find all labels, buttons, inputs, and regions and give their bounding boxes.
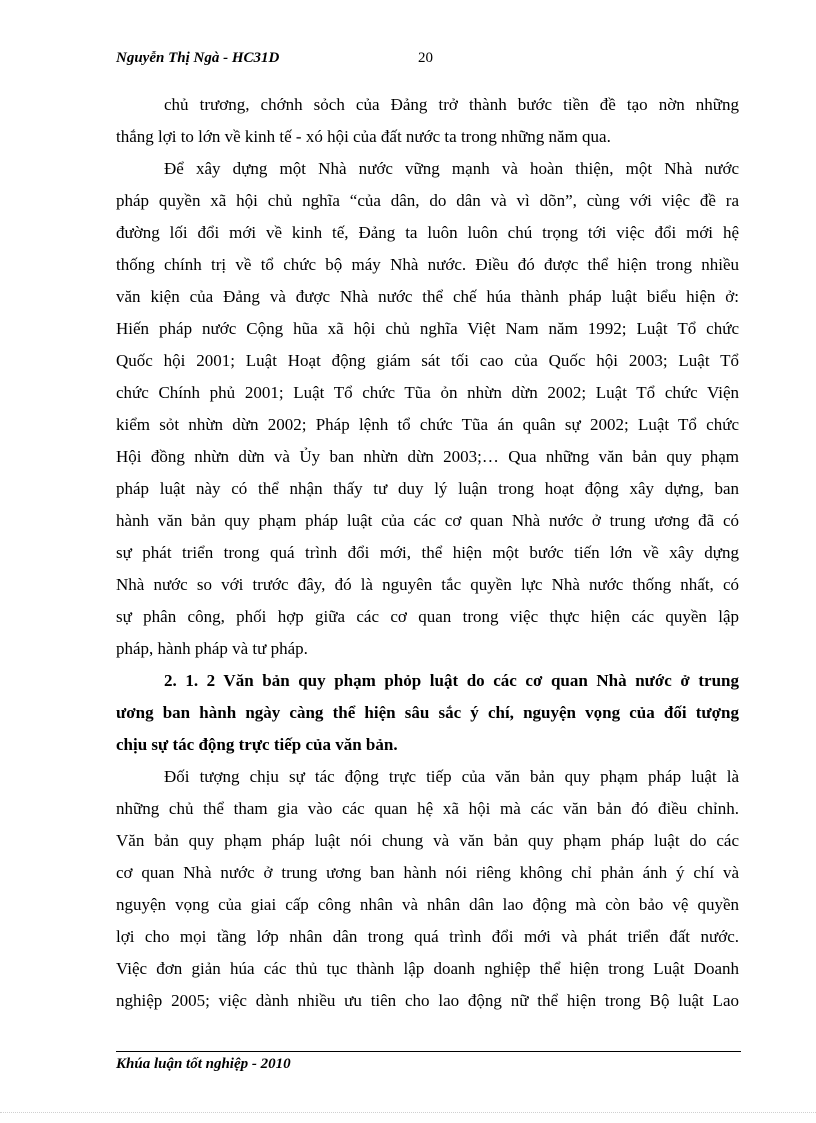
body-line: lợi cho mọi tầng lớp nhân dân trong quá trình đổi mới và phát triển đất nước. [116,927,739,946]
section-heading: 2. 1. 2 Văn bản quy phạm phỏp luật do các cơ quan Nhà nước ở trung [164,671,739,690]
footer-text: Khúa luận tốt nghiệp - 2010 [116,1056,291,1072]
body-line: pháp quyền xã hội chủ nghĩa “của dân, do dân và vì dõn”, cùng với việc đề ra [116,191,739,210]
body-line: Quốc hội 2001; Luật Hoạt động giám sát tối cao của Quốc hội 2003; Luật Tổ [116,351,739,370]
page-edge-divider [0,1112,816,1113]
page-number: 20 [418,50,433,66]
body-line: kiểm sỏt nhừn dừn 2002; Pháp lệnh tổ chức Tũa án quân sự 2002; Luật Tổ chức [116,415,739,434]
body-line: chức Chính phủ 2001; Luật Tổ chức Tũa ỏn nhừn dừn 2002; Luật Tổ chức Viện [116,383,739,402]
section-heading: chịu sự tác động trực tiếp của văn bản. [116,735,398,754]
section-heading: ương ban hành ngày càng thể hiện sâu sắc ý chí, nguyện vọng của đối tượng [116,703,739,722]
body-line: pháp luật này có thể nhận thấy tư duy lý luận trong hoạt động xây dựng, ban [116,479,739,498]
body-line: nghiệp 2005; việc dành nhiều ưu tiên cho lao động nữ thể hiện trong Bộ luật Lao [116,991,739,1010]
body-line: đường lối đổi mới về kinh tế, Đảng ta luôn luôn chú trọng tới việc đổi mới hệ [116,223,739,242]
body-line: thống chính trị về tổ chức bộ máy Nhà nước. Điều đó được thể hiện trong nhiều [116,255,739,274]
body-line: thắng lợi to lớn về kinh tế - xó hội của đất nước ta trong những năm qua. [116,127,611,146]
body-line: Đối tượng chịu sự tác động trực tiếp của văn bản quy phạm pháp luật là [164,767,739,786]
body-line: Nhà nước so với trước đây, đó là nguyên tắc quyền lực Nhà nước thống nhất, có [116,575,739,594]
body-line: Văn bản quy phạm pháp luật nói chung và văn bản quy phạm pháp luật do các [116,831,739,850]
body-line: Hiến pháp nước Cộng hũa xã hội chủ nghĩa Việt Nam năm 1992; Luật Tổ chức [116,319,739,338]
body-line: pháp, hành pháp và tư pháp. [116,639,308,658]
body-line: chủ trương, chớnh sỏch của Đảng trở thành bước tiền đề tạo nờn những [164,95,739,114]
body-line: sự phân công, phối hợp giữa các cơ quan trong việc thực hiện các quyền lập [116,607,739,626]
body-line: hành văn bản quy phạm pháp luật của các cơ quan Nhà nước ở trung ương đã có [116,511,739,530]
body-line: văn kiện của Đảng và được Nhà nước thể chế húa thành pháp luật biểu hiện ở: [116,287,739,306]
body-line: Để xây dựng một Nhà nước vững mạnh và hoàn thiện, một Nhà nước [164,159,739,178]
body-line: sự phát triển trong quá trình đổi mới, thể hiện một bước tiến lớn về xây dựng [116,543,739,562]
body-line: cơ quan Nhà nước ở trung ương ban hành nói riêng không chỉ phản ánh ý chí và [116,863,739,882]
body-line: Hội đồng nhừn dừn và Ủy ban nhừn dừn 2003;… Qua những văn bản quy phạm [116,447,739,466]
body-line: nguyện vọng của giai cấp công nhân và nhân dân lao động mà còn bảo vệ quyền [116,895,739,914]
footer-divider [116,1051,741,1052]
header-author: Nguyễn Thị Ngà - HC31D [116,50,280,66]
body-line: những chủ thể tham gia vào các quan hệ xã hội mà các văn bản đó điều chỉnh. [116,799,739,818]
body-line: Việc đơn giản húa các thủ tục thành lập doanh nghiệp thể hiện trong Luật Doanh [116,959,739,978]
